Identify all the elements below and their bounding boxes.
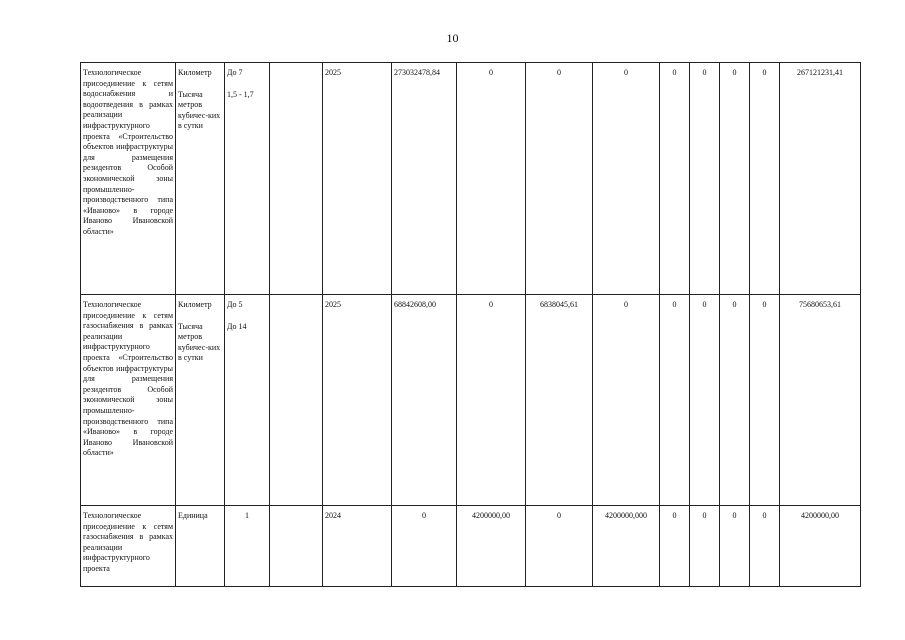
unit-secondary: Тысяча метров кубичес-ких в сутки: [178, 89, 221, 131]
unit-primary: Километр: [178, 300, 212, 309]
col-g-cell: 0: [720, 506, 750, 587]
budget-table: [80, 62, 861, 587]
year-cell: 2025: [323, 63, 392, 295]
value-primary: 1: [245, 511, 249, 520]
col-e-cell: 0: [660, 506, 690, 587]
unit-primary: Километр: [178, 68, 212, 77]
project-name: Технологическое присоединение к сетям газоснабжения в рамках реализации инфраструктурного проекта: [83, 511, 173, 573]
col-c-cell: 6838045,61: [526, 295, 593, 506]
unit-cell: [176, 295, 225, 506]
unit-primary: Единица: [178, 511, 208, 520]
unit-cell: [176, 506, 225, 587]
col-e-cell: 0: [660, 63, 690, 295]
empty-cell: [270, 63, 323, 295]
col-c-cell: 0: [526, 506, 593, 587]
project-name-cell: [81, 506, 176, 587]
col-f-cell: 0: [690, 506, 720, 587]
total-a-cell: 68842608,00: [392, 295, 457, 506]
project-name: Технологическое присоединение к сетям водоснабжения и водоотведения в рамках реализации инфраструктурного проекта «Строительство объектов инфраструктуры для размещения резидентов Особой экономической зоны промышленно-производственного типа «Иваново» в городе Иваново Ивановской области»: [83, 68, 173, 236]
col-f-cell: 0: [690, 295, 720, 506]
total-a-cell: 273032478,84: [392, 63, 457, 295]
page-number: 10: [446, 31, 459, 45]
col-b-cell: 0: [457, 63, 526, 295]
value-primary: До 5: [227, 300, 243, 309]
unit-secondary: Тысяча метров кубичес-ких в сутки: [178, 321, 221, 363]
col-d-cell: 0: [593, 63, 660, 295]
value-cell: [225, 295, 270, 506]
total-a-cell: 0: [392, 506, 457, 587]
col-f-cell: 0: [690, 63, 720, 295]
table-row: [81, 506, 861, 587]
col-d-cell: 0: [593, 295, 660, 506]
total-z-cell: 4200000,00: [780, 506, 861, 587]
value-cell: [225, 63, 270, 295]
value-cell: [225, 506, 270, 587]
col-d-cell: 4200000,000: [593, 506, 660, 587]
col-b-cell: 0: [457, 295, 526, 506]
col-h-cell: 0: [750, 295, 780, 506]
project-name-cell: [81, 63, 176, 295]
value-secondary: 1,5 - 1,7: [227, 89, 254, 99]
empty-cell: [270, 295, 323, 506]
total-z-cell: 75680653,61: [780, 295, 861, 506]
col-g-cell: 0: [720, 63, 750, 295]
col-b-cell: 4200000,00: [457, 506, 526, 587]
total-z-cell: 267121231,41: [780, 63, 861, 295]
col-g-cell: 0: [720, 295, 750, 506]
col-h-cell: 0: [750, 506, 780, 587]
year-cell: 2024: [323, 506, 392, 587]
col-h-cell: 0: [750, 63, 780, 295]
empty-cell: [270, 506, 323, 587]
table-row: [81, 63, 861, 295]
value-primary: До 7: [227, 68, 243, 77]
value-secondary: До 14: [227, 321, 247, 331]
project-name-cell: [81, 295, 176, 506]
col-c-cell: 0: [526, 63, 593, 295]
col-e-cell: 0: [660, 295, 690, 506]
table-row: [81, 295, 861, 506]
project-name: Технологическое присоединение к сетям газоснабжения в рамках реализации инфраструктурного проекта «Строительство объектов инфраструктуры для размещения резидентов Особой экономической зоны промышленно-производственного типа «Иваново» в городе Иваново Ивановской области»: [83, 300, 173, 458]
unit-cell: [176, 63, 225, 295]
year-cell: 2025: [323, 295, 392, 506]
